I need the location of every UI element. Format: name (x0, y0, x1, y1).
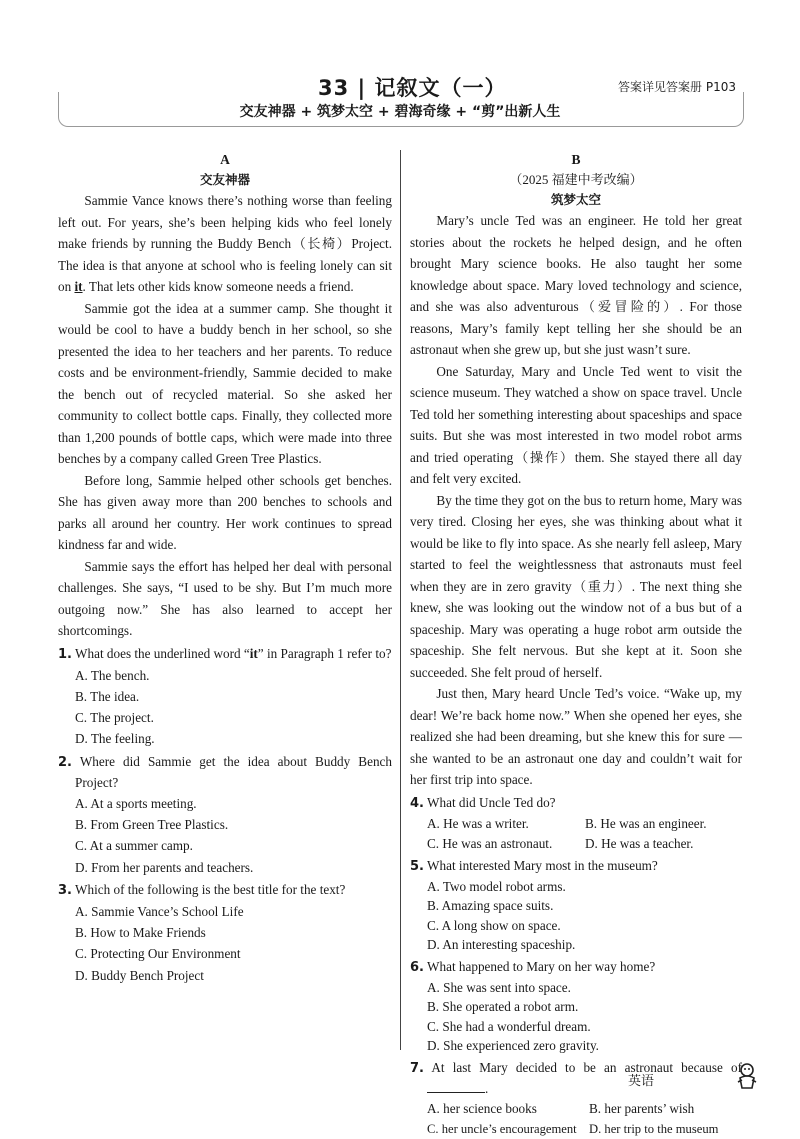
passage-b-paragraph-4: Just then, Mary heard Uncle Ted’s voice. “Wake up, my dear! We’re back home now.” When she opened her eyes, she realized she had been dreaming, but she knew this for sure — she wanted to be an astronaut one day and couldn’t wait for her first trip into space. (410, 686, 742, 787)
passage-b-paragraph-1: Mary’s uncle Ted was an engineer. He told her great stories about the rockets he helped design, and he often brought Mary science books. He also taught her some knowledge about space. Mary loved technology and science, and she was also adventurous（爱冒险的）. For those reasons, Mary’s family kept telling her she should be an astronaut when she grew up, but she just wasn’t sure. (410, 213, 742, 357)
question-2-option-c[interactable]: C. At a summer camp. (75, 838, 193, 854)
question-5-option-b[interactable]: B. Amazing space suits. (427, 898, 554, 913)
question-1-option-a[interactable]: A. The bench. (75, 667, 150, 683)
question-4-option-c[interactable]: C. He was an astronaut. (427, 835, 553, 851)
question-4-option-d[interactable]: D. He was a teacher. (585, 835, 694, 851)
question-6-option-d[interactable]: D. She experienced zero gravity. (427, 1038, 599, 1053)
question-7-option-c[interactable]: C. her uncle’s encouragement (427, 1121, 577, 1136)
question-6-option-b[interactable]: B. She operated a robot arm. (427, 999, 579, 1014)
question-5-option-a[interactable]: A. Two model robot arms. (427, 878, 566, 894)
question-7-options-row-1 (410, 1099, 742, 1119)
question-6: 6. What happened to Mary on her way home? (410, 958, 656, 975)
passage-b-title: 筑梦太空 (550, 192, 601, 207)
question-1-option-d[interactable]: D. The feeling. (75, 731, 155, 747)
question-2-option-a[interactable]: A. At a sports meeting. (75, 795, 197, 811)
question-2-option-d[interactable]: D. From her parents and teachers. (75, 859, 254, 875)
question-7-option-a[interactable]: A. her science books (427, 1100, 537, 1116)
question-6-option-c[interactable]: C. She had a wonderful dream. (427, 1018, 591, 1034)
question-2: 2. Where did Sammie get the idea about Buddy Bench Project? (58, 753, 392, 790)
question-1: 1. What does the underlined word “it” in Paragraph 1 refer to? (58, 645, 392, 662)
passage-a-paragraph-3: Before long, Sammie helped other schools get benches. She has given away more than 200 benches to schools and parks all around her country. Her work continues to spread kindness far and wide. (58, 472, 392, 552)
passage-a-column (58, 150, 392, 986)
question-1-option-c[interactable]: C. The project. (75, 710, 154, 726)
passage-a-paragraph-4: Sammie says the effort has helped her deal with personal challenges. She says, “I used to be shy. But I’m much more outgoing now.” She has also learned to accept her shortcomings. (58, 558, 392, 638)
passage-b-column (410, 150, 742, 1139)
answer-reference: 答案详见答案册 P103 (618, 80, 736, 94)
question-5-option-c[interactable]: C. A long show on space. (427, 917, 561, 933)
question-4-options-row-1 (410, 814, 742, 834)
question-6-option-a[interactable]: A. She was sent into space. (427, 979, 571, 995)
underlined-word: it (74, 279, 83, 294)
question-4: 4. What did Uncle Ted do? (410, 794, 556, 811)
question-7-option-d[interactable]: D. her trip to the museum (589, 1121, 719, 1136)
footer-subject: 英语 (628, 1074, 655, 1089)
page-title: 33 | 记叙文（一） (318, 76, 507, 100)
question-4-option-b[interactable]: B. He was an engineer. (585, 815, 707, 831)
answer-blank[interactable] (427, 1080, 485, 1093)
question-5: 5. What interested Mary most in the museum? (410, 857, 658, 874)
passage-b-paragraph-3: By the time they got on the bus to return home, Mary was very tired. Closing her eyes, she was thinking about what it would be like to fly into space. As she nearly fell asleep, Mary started to feel the weightlessness that astronauts must feel when they are in zero gravity（重力）. The next thing she knew, she was looking out the window not of a bus but of a spaceship. Mary was operating a huge robot arm outside the spaceship. She felt nervous. But she kept at it. Soon she succeeded. She felt proud of herself. (410, 492, 742, 680)
question-7: 7. At last Mary decided to be an astronaut because of . (410, 1059, 742, 1096)
question-2-option-b[interactable]: B. From Green Tree Plastics. (75, 816, 229, 832)
question-1-option-b[interactable]: B. The idea. (75, 688, 140, 704)
question-4-option-a[interactable]: A. He was a writer. (427, 815, 529, 831)
question-4-options-row-2 (410, 834, 742, 854)
question-3-option-b[interactable]: B. How to Make Friends (75, 925, 206, 941)
passage-b-paragraph-2: One Saturday, Mary and Uncle Ted went to visit the science museum. They watched a show on space travel. Uncle Ted told her something interesting about spaceships and space suits. But she was most interested in two model robot arms and tried operating（操作）them. She stayed there all day and felt very excited. (410, 363, 742, 486)
passage-b-letter: B (571, 152, 581, 167)
question-7-option-b[interactable]: B. her parents’ wish (589, 1100, 695, 1116)
question-5-option-d[interactable]: D. An interesting spaceship. (427, 937, 576, 952)
passage-a-letter: A (220, 152, 230, 167)
question-3-option-a[interactable]: A. Sammie Vance’s School Life (75, 903, 244, 919)
passage-a-paragraph-2: Sammie got the idea at a summer camp. She thought it would be cool to have a buddy bench in her school, so she presented the idea to her teachers and her parents. To reduce costs and be environment-friendly, Sammie decided to make the bench out of recycled material. So she asked her community to collect bottle caps. Finally, they collected more than 1,200 pounds of bottle caps, which were made into three benches by a company called Green Tree Plastics. (58, 300, 392, 466)
passage-a-paragraph-1: Sammie Vance knows there’s nothing worse than feeling left out. For years, she’s been helping kids who feel lonely make friends by running the Buddy Bench（长椅）Project. The idea is that anyone at school who is feeling lonely can sit on it. That lets other kids know someone needs a friend. (58, 193, 392, 294)
passage-b-source: （2025 福建中考改编） (509, 172, 643, 187)
question-7-options-row-2 (410, 1119, 742, 1139)
question-3-option-c[interactable]: C. Protecting Our Environment (75, 946, 241, 962)
question-3-option-d[interactable]: D. Buddy Bench Project (75, 967, 204, 983)
mascot-icon (734, 1062, 760, 1092)
passage-a-title: 交友神器 (199, 172, 250, 187)
page-subtitle: 交友神器 + 筑梦太空 + 碧海奇缘 + “剪”出新人生 (239, 104, 561, 120)
question-3: 3. Which of the following is the best title for the text? (58, 881, 346, 898)
column-divider (400, 150, 401, 1050)
